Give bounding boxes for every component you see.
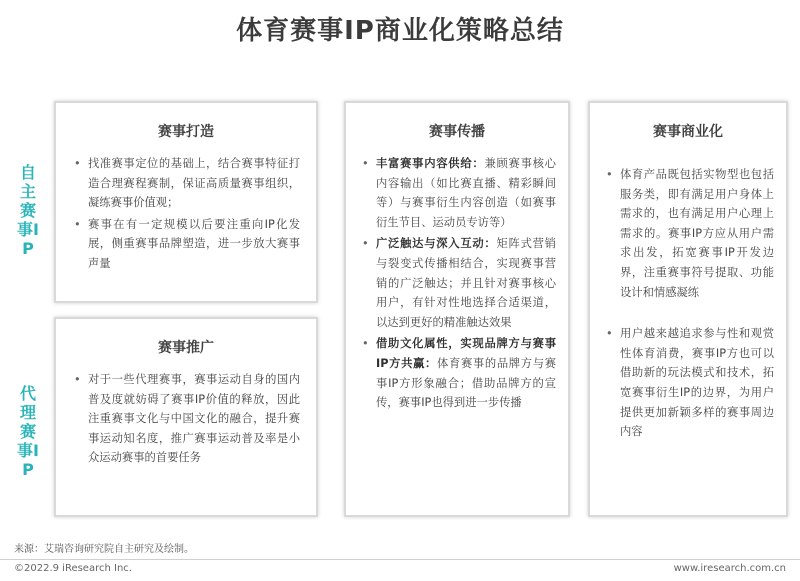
- event-creation-card: [54, 101, 318, 303]
- event-commercialization-item: • 体育产品既包括实物型也包括服务类，即有满足用户身体上需求的，也有满足用户心理上需求的。赛事IP方应从用户需求出发，拓宽赛事IP开发边界，注重赛事符号提取、功能设计和情感凝练: [606, 165, 774, 302]
- event-communication-item: [362, 234, 556, 332]
- event-commercialization-card: [588, 101, 788, 517]
- item-bold-lead: 借助文化属性，实现品牌方与赛事IP方共赢：: [376, 337, 556, 370]
- event-communication-card: [344, 101, 570, 517]
- event-communication-title: 赛事传播: [429, 124, 485, 140]
- event-promotion-title: 赛事推广: [158, 340, 214, 356]
- item-bold-lead: 广泛触达与深入互动：: [376, 237, 497, 251]
- event-communication-item: [362, 334, 556, 412]
- item-text: 矩阵式营销与裂变式传播相结合，实现赛事营销的广泛触达；并且针对赛事核心用户，有针对性地选择合适渠道，以达到更好的精准触达效果: [376, 237, 556, 329]
- footer-divider: [0, 559, 800, 560]
- source-note: 来源：艾瑞咨询研究院自主研究及绘制。: [14, 544, 194, 555]
- copyright: ©2022.9 iResearch Inc.: [14, 563, 132, 574]
- item-bold-lead: 丰富赛事内容供给：: [376, 157, 485, 170]
- side-label-self-owned: 自主赛事IP: [17, 163, 39, 258]
- item-text: 体育赛事的品牌方与赛事IP方形象融合；借助品牌方的宣传，赛事IP也得到进一步传播: [376, 356, 556, 410]
- event-creation-item: • 找准赛事定位的基础上，结合赛事特征打造合理赛程赛制，保证高质量赛事组织，凝练赛事价值观；: [74, 154, 300, 213]
- event-commercialization-item: • 用户越来越追求参与性和观赏性体育消费，赛事IP方也可以借助新的玩法模式和技术，拓宽赛事衍生IP的边界，为用户提供更加新颖多样的赛事周边内容: [606, 324, 774, 442]
- event-commercialization-title: 赛事商业化: [653, 124, 723, 140]
- page-title: 体育赛事IP商业化策略总结: [236, 16, 564, 46]
- item-text: 兼顾赛事核心内容输出（如比赛直播、精彩瞬间等）与赛事衍生内容创造（如赛事衍生节目、运动员专访等）: [376, 157, 556, 229]
- side-label-agency: 代理赛事IP: [17, 384, 39, 479]
- event-creation-title: 赛事打造: [158, 124, 214, 140]
- event-promotion-card: [54, 317, 318, 517]
- event-creation-item: • 赛事在有一定规模以后要注重向IP化发展，侧重赛事品牌塑造，进一步放大赛事声量: [74, 215, 300, 274]
- site-url: www.iresearch.com.cn: [673, 563, 786, 574]
- event-promotion-item: • 对于一些代理赛事，赛事运动自身的国内普及度就妨碍了赛事IP价值的释放，因此注重赛事文化与中国文化的融合，提升赛事运动知名度，推广赛事运动普及率是小众运动赛事的首要任务: [74, 370, 300, 468]
- event-communication-item: [362, 154, 556, 232]
